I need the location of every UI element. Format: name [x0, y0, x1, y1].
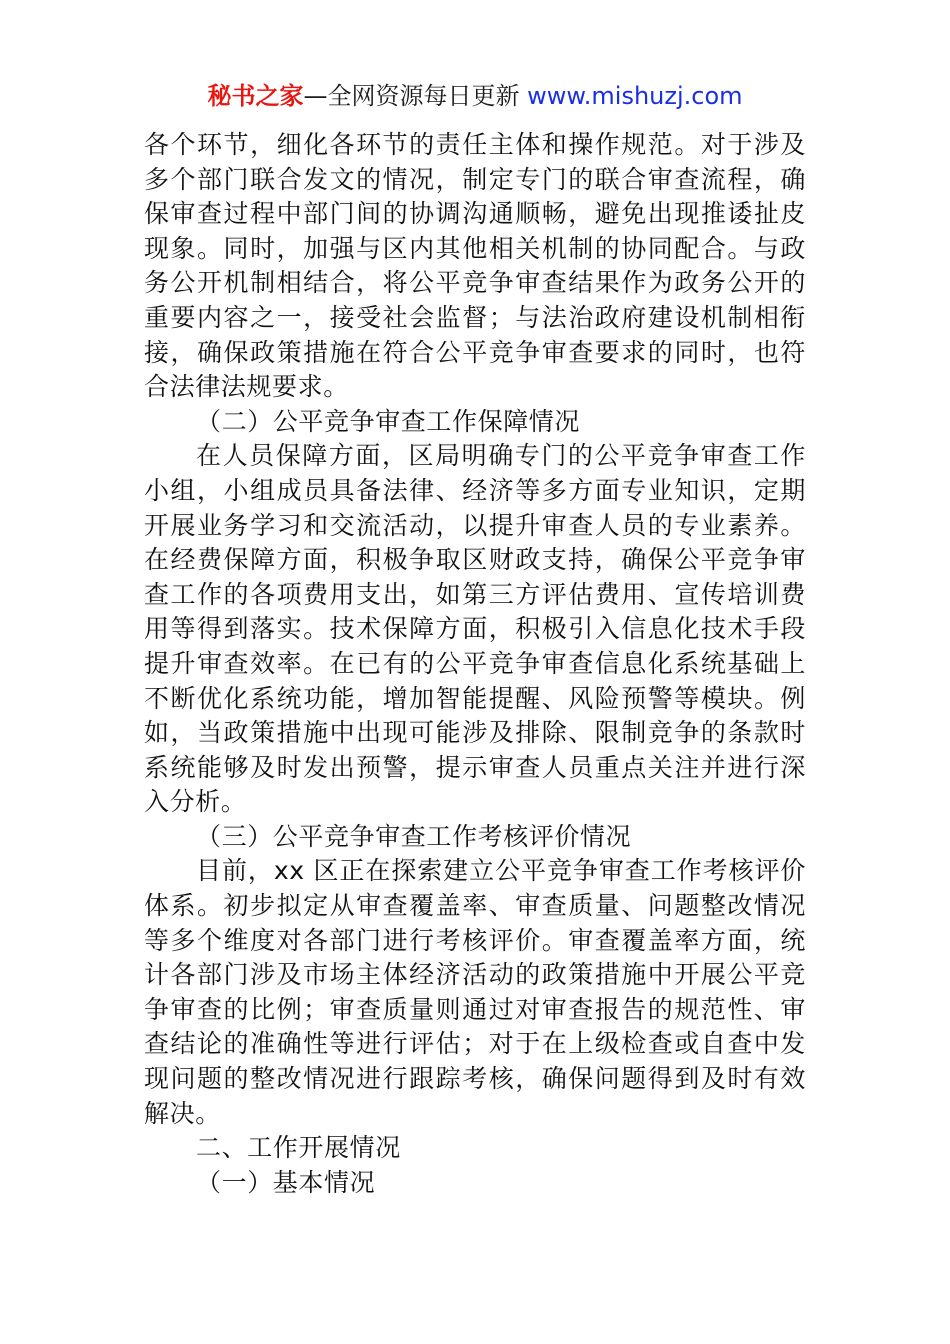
section-heading-work: 二、工作开展情况 — [196, 1133, 401, 1163]
section-heading-basic: （一）基本情况 — [196, 1167, 376, 1197]
header-tagline: 全网资源每日更新 — [327, 82, 520, 110]
paragraph-evaluation: 目前，xx 区正在探索建立公平竞争审查工作考核评价体系。初步拟定从审查覆盖率、审查质量、问题整改情况等多个维度对各部门进行考核评价。审查覆盖率方面，统计各部门涉及市场主体经济活动的政策措施中开展公平竞争审查的比例；审查质量则通过对审查报告的规范性、审查结论的准确性等进行评估；对于在上级检查或自查中发现问题的整改情况进行跟踪考核，确保问题得到及时有效解决。 — [144, 856, 806, 1128]
header-dash: — — [303, 82, 328, 110]
paragraph-guarantee: 在人员保障方面，区局明确专门的公平竞争审查工作小组，小组成员具备法律、经济等多方面专业知识，定期开展业务学习和交流活动，以提升审查人员的专业素养。在经费保障方面，积极争取区财政支持，确保公平竞争审查工作的各项费用支出，如第三方评估费用、宣传培训费用等得到落实。技术保障方面，积极引入信息化技术手段提升审查效率。在已有的公平竞争审查信息化系统基础上不断优化系统功能，增加智能提醒、风险预警等模块。例如，当政策措施中出现可能涉及排除、限制竞争的条款时系统能够及时发出预警，提示审查人员重点关注并进行深入分析。 — [144, 441, 806, 817]
website-link[interactable]: www.mishuzj.com — [527, 82, 743, 110]
page-header — [0, 80, 950, 112]
brand-name: 秘书之家 — [207, 82, 304, 110]
paragraph-mechanism: 各个环节，细化各环节的责任主体和操作规范。对于涉及多个部门联合发文的情况，制定专门的联合审查流程，确保审查过程中部门间的协调沟通顺畅，避免出现推诿扯皮现象。同时，加强与区内其他相关机制的协同配合。与政务公开机制相结合，将公平竞争审查结果作为政务公开的重要内容之一，接受社会监督；与法治政府建设机制相衔接，确保政策措施在符合公平竞争审查要求的同时，也符合法律法规要求。 — [144, 130, 806, 402]
section-heading-guarantee: （二）公平竞争审查工作保障情况 — [196, 406, 581, 436]
document-body — [144, 128, 806, 1200]
section-heading-evaluation: （三）公平竞争审查工作考核评价情况 — [196, 821, 632, 851]
